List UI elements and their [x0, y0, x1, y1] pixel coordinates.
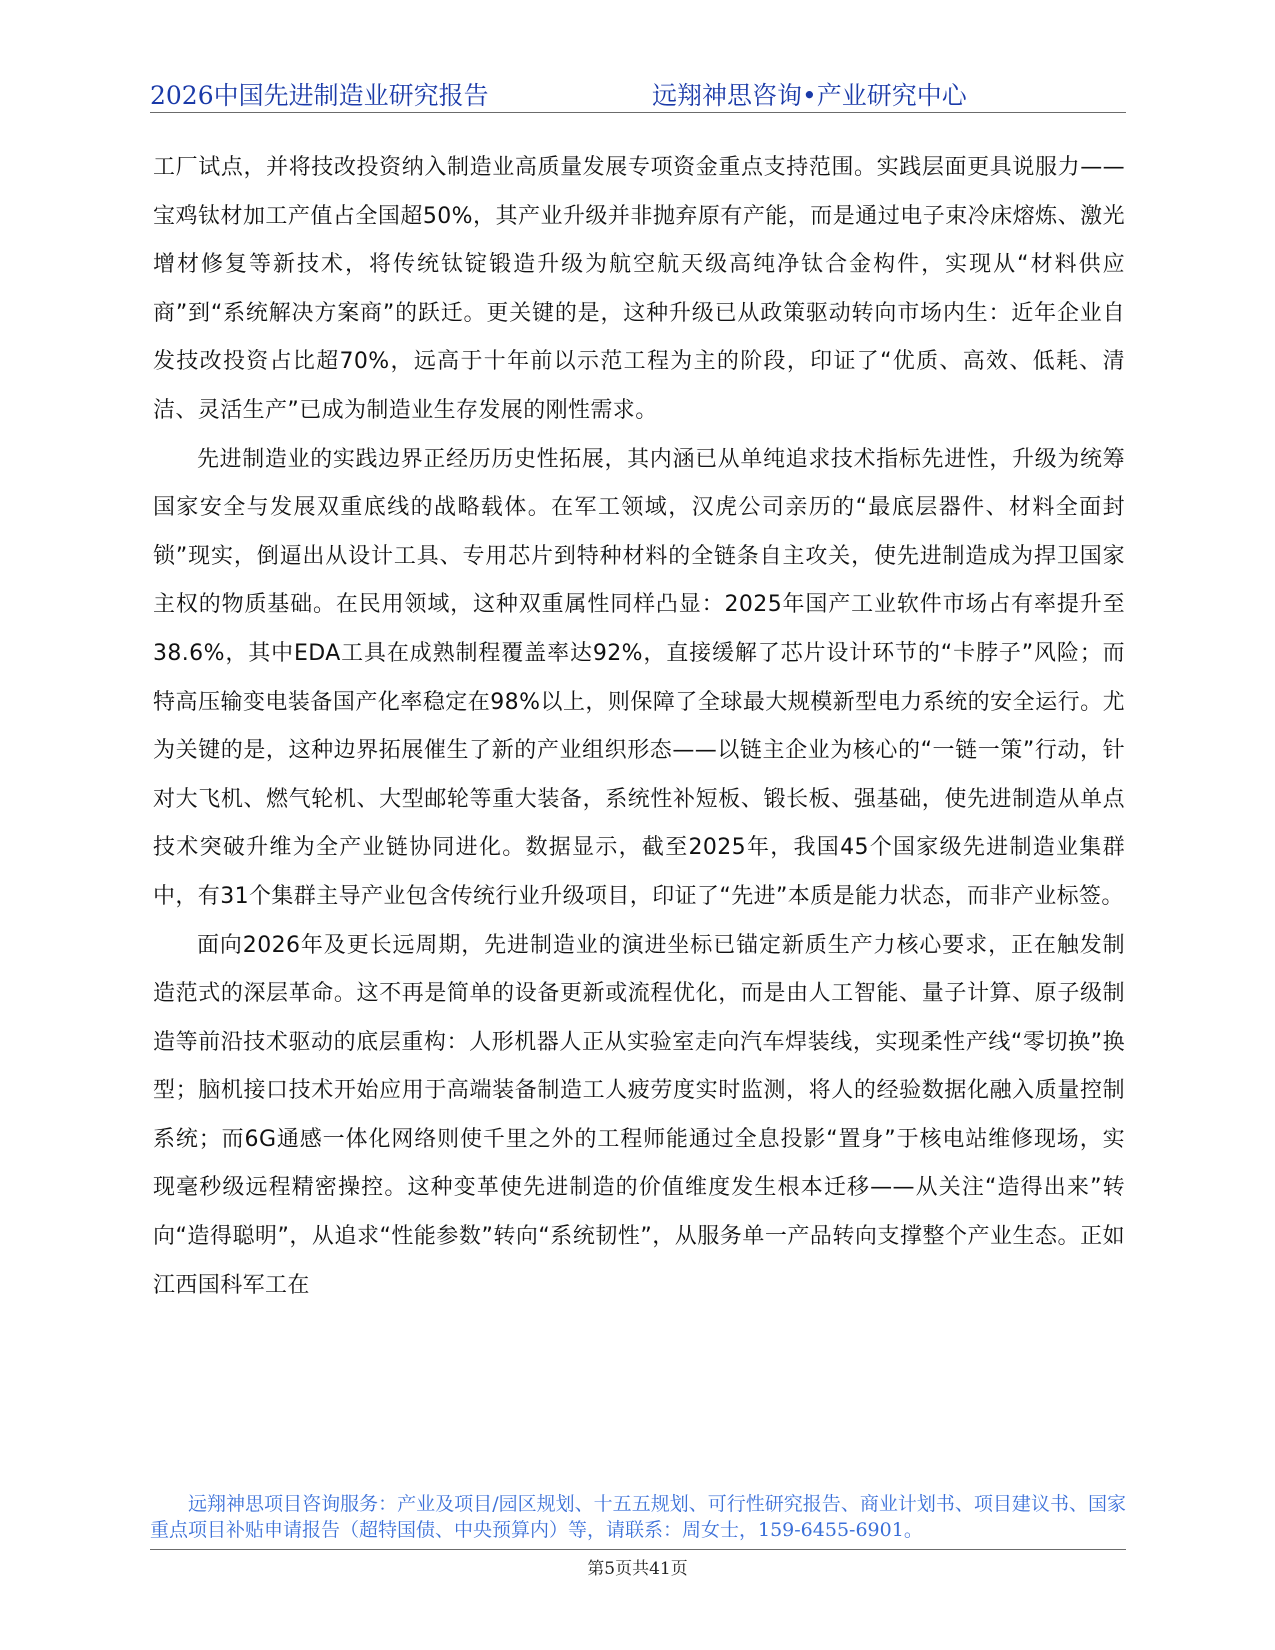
paragraph: 面向2026年及更长远周期，先进制造业的演进坐标已锚定新质生产力核心要求，正在触发制造范式的深层革命。这不再是简单的设备更新或流程优化，而是由人工智能、量子计算、原子级制造等前沿技术驱动的底层重构：人形机器人正从实验室走向汽车焊装线，实现柔性产线“零切换”换型；脑机接口技术开始应用于高端装备制造工人疲劳度实时监测，将人的经验数据化融入质量控制系统；而6G通感一体化网络则使千里之外的工程师能通过全息投影“置身”于核电站维修现场，实现毫秒级远程精密操控。这种变革使先进制造的价值维度发生根本迁移——从关注“造得出来”转向“造得聪明”，从追求“性能参数”转向“系统韧性”，从服务单一产品转向支撑整个产业生态。正如江西国科军工在 — [153, 932, 1125, 1298]
paragraph-continued: 工厂试点，并将技改投资纳入制造业高质量发展专项资金重点支持范围。实践层面更具说服力——宝鸡钛材加工产值占全国超50%，其产业升级并非抛弃原有产能，而是通过电子束冷床熔炼、激光增材修复等新技术，将传统钛锭锻造升级为航空航天级高纯净钛合金构件，实现从“材料供应商”到“系统解决方案商”的跃迁。更关键的是，这种升级已从政策驱动转向市场内生：近年企业自发技改投资占比超70%，远高于十年前以示范工程为主的阶段，印证了“优质、高效、低耗、清洁、灵活生产”已成为制造业生存发展的刚性需求。 — [153, 155, 1125, 423]
page-number: 第5页共41页 — [587, 1559, 688, 1579]
report-title: 2026中国先进制造业研究报告 — [150, 81, 489, 110]
publisher-name: 远翔神思咨询•产业研究中心 — [652, 81, 967, 110]
service-note-text: 远翔神思项目咨询服务：产业及项目/园区规划、十五五规划、可行性研究报告、商业计划书、项目建议书、国家重点项目补贴申请报告（超特国债、中央预算内）等，请联系：周女士，159-6455-6901。 — [150, 1493, 1126, 1541]
consulting-service-note — [150, 1491, 1126, 1550]
body-text — [153, 144, 1125, 1310]
page-header — [150, 72, 1126, 113]
paragraph: 先进制造业的实践边界正经历历史性拓展，其内涵已从单纯追求技术指标先进性，升级为统筹国家安全与发展双重底线的战略载体。在军工领域，汉虎公司亲历的“最底层器件、材料全面封锁”现实，倒逼出从设计工具、专用芯片到特种材料的全链条自主攻关，使先进制造成为捍卫国家主权的物质基础。在民用领域，这种双重属性同样凸显：2025年国产工业软件市场占有率提升至38.6%，其中EDA工具在成熟制程覆盖率达92%，直接缓解了芯片设计环节的“卡脖子”风险；而特高压输变电装备国产化率稳定在98%以上，则保障了全球最大规模新型电力系统的安全运行。尤为关键的是，这种边界拓展催生了新的产业组织形态——以链主企业为核心的“一链一策”行动，针对大飞机、燃气轮机、大型邮轮等重大装备，系统性补短板、锻长板、强基础，使先进制造从单点技术突破升维为全产业链协同进化。数据显示，截至2025年，我国45个国家级先进制造业集群中，有31个集群主导产业包含传统行业升级项目，印证了“先进”本质是能力状态，而非产业标签。 — [153, 446, 1125, 909]
